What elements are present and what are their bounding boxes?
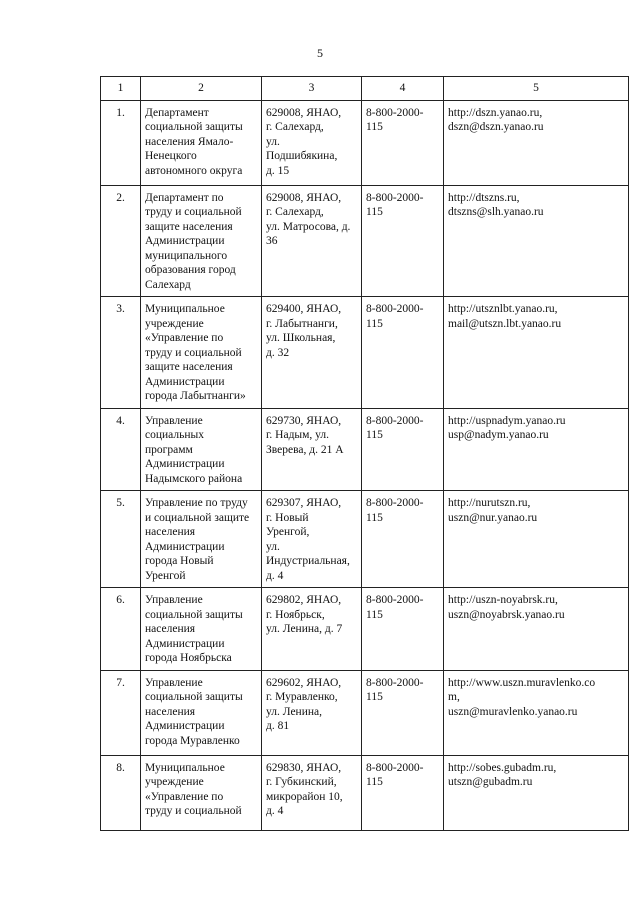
address-line: г. Надым, ул. [266,429,330,441]
institution-name-cell [141,297,262,409]
address-line: ул. Матросова, д. [266,220,351,233]
address-cell [262,491,362,588]
name-line: Уренгой [145,569,186,582]
address-cell [262,100,362,185]
column-header-3: 3 [262,77,362,101]
address-cell [262,408,362,491]
table-row [101,297,629,409]
address-line: ул. Ленина, [266,705,323,718]
name-line: Администрации [145,375,225,388]
phone-line: 115 [366,121,383,133]
name-line: города Ноябрьска [145,652,232,664]
name-line: социальной защиты [145,121,243,133]
address-line: ул. [266,540,280,553]
address-line: д. 4 [266,805,284,817]
name-line: «Управление по [145,332,224,344]
institution-name-cell [141,408,262,491]
name-line: Администрации [145,458,225,470]
name-line: Администрации [145,720,225,732]
email-link[interactable]: uszn@noyabrsk.yanao.ru [448,608,565,621]
website-link[interactable]: http://dtszns.ru, [448,191,520,204]
address-line: Уренгой, [266,526,310,538]
name-line: Департамент [145,106,209,119]
table-header-row [101,77,629,101]
name-line: социальной защиты [145,608,243,621]
phone-line: 8-800-2000- [366,106,424,119]
column-header-5: 5 [444,77,629,101]
name-line: Управление [145,414,203,427]
name-line: Ненецкого [145,150,197,162]
phone-line: 115 [366,429,383,441]
name-line: образования город [145,264,236,276]
name-line: города Лабытнанги» [145,390,246,402]
website-link[interactable]: http://nurutszn.ru, [448,497,531,509]
name-line: Муниципальное [145,303,225,315]
phone-cell [362,100,444,185]
name-line: социальной защиты [145,691,243,703]
row-number-cell: 2. [101,185,141,297]
address-line: 629802, ЯНАО, [266,594,342,606]
row-number-cell: 1. [101,100,141,185]
contacts-cell [444,588,629,671]
address-line: г. Салехард, [266,206,324,218]
address-line: 629008, ЯНАО, [266,191,342,204]
name-line: «Управление по [145,790,224,803]
address-cell [262,185,362,297]
name-line: Салехард [145,278,191,291]
phone-line: 8-800-2000- [366,303,424,315]
website-link[interactable]: http://sobes.gubadm.ru, [448,761,557,774]
email-link[interactable]: utszn@gubadm.ru [448,776,533,788]
phone-line: 115 [366,691,383,703]
phone-cell [362,755,444,830]
address-line: 629008, ЯНАО, [266,106,342,119]
address-line: 629400, ЯНАО, [266,303,342,315]
phone-cell [362,408,444,491]
address-line: 629730, ЯНАО, [266,414,342,427]
contacts-cell [444,408,629,491]
name-line: труду и социальной [145,206,242,218]
name-line: города Муравленко [145,734,240,747]
name-line: населения [145,623,196,635]
phone-line: 8-800-2000- [366,594,424,606]
name-line: Управление [145,594,203,606]
institution-name-cell [141,670,262,755]
row-number-cell: 8. [101,755,141,830]
institution-name-cell [141,755,262,830]
email-link[interactable]: mail@utszn.lbt.yanao.ru [448,317,562,330]
address-line: ул. Ленина, д. 7 [266,623,343,635]
row-number-cell: 7. [101,670,141,755]
name-line: защите населения [145,361,233,373]
institution-name-cell [141,185,262,297]
name-line: населения [145,526,196,538]
name-line: социальных [145,429,204,441]
address-line: микрорайон 10, [266,790,343,803]
table-row [101,755,629,830]
address-line: ул. [266,135,280,148]
website-link[interactable]: http://uspnadym.yanao.ru [448,414,566,427]
table-row [101,185,629,297]
address-line: г. Лабытнанги, [266,317,338,330]
address-line: 629307, ЯНАО, [266,497,342,509]
row-number-cell: 5. [101,491,141,588]
website-link-continuation[interactable]: m, [448,691,460,703]
address-line: ул. Школьная, [266,332,336,344]
address-line: д. 81 [266,720,290,732]
name-line: населения [145,705,196,718]
address-line: г. Салехард, [266,121,324,133]
website-link[interactable]: http://utsznlbt.yanao.ru, [448,303,558,315]
institutions-table [100,76,629,831]
phone-cell [362,588,444,671]
phone-line: 115 [366,776,383,788]
row-number-cell: 6. [101,588,141,671]
website-link[interactable]: http://dszn.yanao.ru, [448,106,543,119]
phone-cell [362,491,444,588]
contacts-cell [444,100,629,185]
name-line: учреждение [145,776,204,788]
website-link[interactable]: http://www.uszn.muravlenko.co [448,676,596,689]
institution-name-cell [141,491,262,588]
phone-cell [362,670,444,755]
name-line: Департамент по [145,191,224,204]
column-header-1: 1 [101,77,141,101]
table-row [101,491,629,588]
column-header-4: 4 [362,77,444,101]
phone-line: 8-800-2000- [366,676,424,689]
phone-line: 8-800-2000- [366,497,424,509]
address-line: г. Муравленко, [266,691,338,703]
name-line: Управление [145,676,203,689]
address-line: г. Губкинский, [266,776,337,788]
name-line: труду и социальной [145,346,242,359]
phone-cell [362,297,444,409]
address-line: 36 [266,235,278,247]
row-number-cell: 4. [101,408,141,491]
institution-name-cell [141,588,262,671]
website-link[interactable]: http://uszn-noyabrsk.ru, [448,594,558,606]
phone-line: 8-800-2000- [366,191,424,204]
name-line: Управление по труду [145,497,248,509]
contacts-cell [444,755,629,830]
name-line: Муниципальное [145,761,225,774]
name-line: города Новый [145,555,214,567]
name-line: Администрации [145,235,225,247]
table-row [101,100,629,185]
name-line: и социальной защите [145,511,250,524]
address-line: д. 4 [266,569,284,582]
phone-line: 8-800-2000- [366,414,424,427]
address-line: д. 32 [266,346,290,359]
address-line: Подшибякина, [266,150,338,162]
address-line: Индустриальная, [266,555,350,567]
name-line: населения Ямало- [145,135,234,148]
phone-line: 115 [366,317,383,330]
table-row [101,408,629,491]
email-link[interactable]: uszn@muravlenko.yanao.ru [448,705,578,718]
email-link[interactable]: dtszns@slh.yanao.ru [448,206,544,218]
address-line: г. Ноябрьск, [266,608,325,621]
phone-line: 115 [366,511,383,524]
name-line: автономного округа [145,164,243,177]
name-line: учреждение [145,317,204,330]
phone-line: 115 [366,608,383,621]
contacts-cell [444,670,629,755]
address-line: 629602, ЯНАО, [266,676,342,689]
name-line: программ [145,443,193,456]
name-line: Администрации [145,540,225,553]
address-cell [262,755,362,830]
phone-line: 115 [366,206,383,218]
institution-name-cell [141,100,262,185]
address-line: д. 15 [266,164,290,177]
email-link[interactable]: uszn@nur.yanao.ru [448,511,538,524]
name-line: муниципального [145,249,228,262]
name-line: защите населения [145,220,233,233]
name-line: Надымского района [145,472,243,485]
page-number: 5 [317,46,323,60]
name-line: Администрации [145,637,225,650]
contacts-cell [444,185,629,297]
address-cell [262,588,362,671]
contacts-cell [444,297,629,409]
contacts-cell [444,491,629,588]
address-line: Зверева, д. 21 А [266,443,344,456]
address-cell [262,670,362,755]
row-number-cell: 3. [101,297,141,409]
column-header-2: 2 [141,77,262,101]
address-cell [262,297,362,409]
name-line: труду и социальной [145,805,242,817]
table-row [101,670,629,755]
address-line: 629830, ЯНАО, [266,761,342,774]
address-line: г. Новый [266,511,309,524]
email-link[interactable]: usp@nadym.yanao.ru [448,429,549,441]
table-row [101,588,629,671]
phone-line: 8-800-2000- [366,761,424,774]
email-link[interactable]: dszn@dszn.yanao.ru [448,121,544,133]
phone-cell [362,185,444,297]
